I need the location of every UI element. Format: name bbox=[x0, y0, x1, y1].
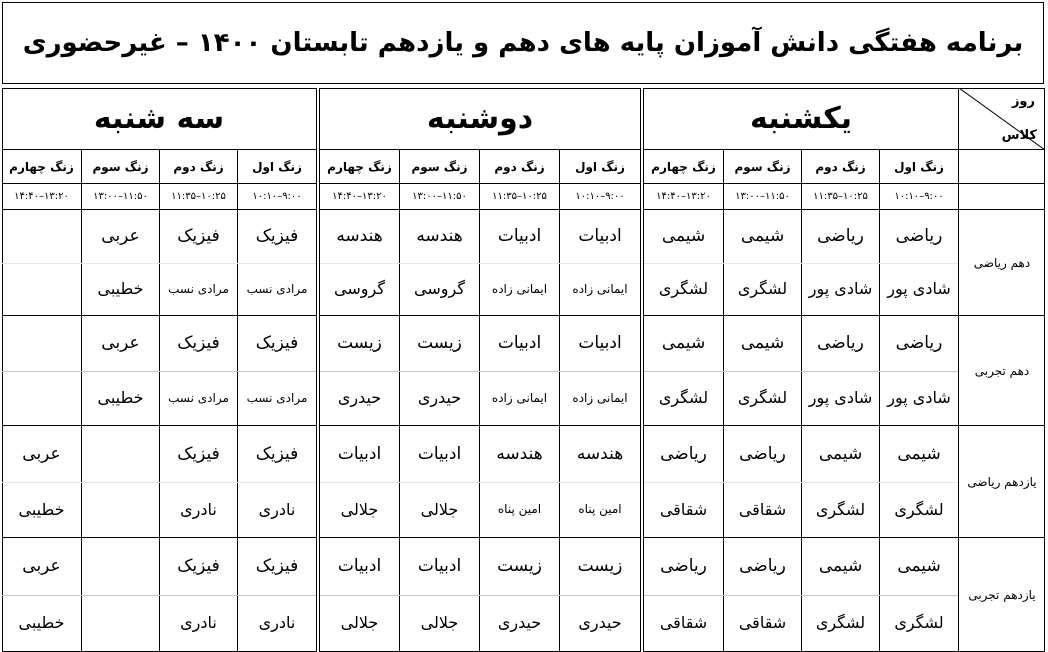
subject-name: شیمی bbox=[818, 556, 863, 577]
subject-name: زیست bbox=[497, 556, 542, 577]
bell-time: ۱۳:۲۰–۱۴:۴۰ bbox=[656, 191, 711, 202]
bell-label: زنگ دوم bbox=[173, 159, 224, 174]
bell-label-cell bbox=[238, 150, 316, 184]
bell-time: ۹:۰۰–۱۰:۱۰ bbox=[575, 191, 625, 202]
teacher-name: شقاقی bbox=[659, 613, 708, 633]
schedule-title: برنامه هفتگی دانش آموزان پایه های دهم و یازدهم تابستان ۱۴۰۰ – غیرحضوری bbox=[22, 28, 1024, 58]
bell-time: ۹:۰۰–۱۰:۱۰ bbox=[894, 191, 944, 202]
bell-label-cell bbox=[400, 150, 480, 184]
subject-name: شیمی bbox=[661, 226, 706, 247]
subject-name: هندسه bbox=[416, 226, 463, 247]
teacher-name: جلالی bbox=[420, 613, 459, 633]
teacher-name: نادری bbox=[180, 499, 217, 519]
label-col-blank bbox=[958, 150, 1045, 184]
bell-label: زنگ سوم bbox=[92, 159, 149, 174]
subject-name: فیزیک bbox=[255, 226, 299, 247]
subject-name: فیزیک bbox=[177, 556, 220, 577]
bell-time-cell bbox=[320, 184, 400, 210]
teacher-name: ایمانی زاده bbox=[491, 390, 548, 405]
subject-name: ادبیات bbox=[337, 443, 382, 464]
bell-time-cell bbox=[802, 184, 880, 210]
teacher-name: نادری bbox=[180, 613, 217, 633]
teacher-name: ایمانی زاده bbox=[572, 281, 628, 296]
subject-name: ادبیات bbox=[497, 333, 542, 354]
bell-label: زنگ چهارم bbox=[9, 159, 74, 174]
teacher-name: لشگری bbox=[658, 279, 709, 299]
teacher-name: لشگری bbox=[737, 388, 788, 408]
teacher-name: شقاقی bbox=[738, 499, 787, 519]
bell-label: زنگ اول bbox=[894, 159, 944, 174]
teacher-name: لشگری bbox=[894, 499, 944, 519]
teacher-name: امین پناه bbox=[497, 502, 542, 517]
day-separator bbox=[640, 88, 644, 652]
bell-label: زنگ اول bbox=[575, 159, 625, 174]
teacher-name: حیدری bbox=[337, 388, 382, 408]
bell-time-cell bbox=[880, 184, 958, 210]
subject-name: شیمی bbox=[818, 443, 863, 464]
teacher-name: شادی پور bbox=[808, 279, 873, 299]
subject-name: عربی bbox=[22, 556, 61, 577]
bell-time: ۱۱:۵۰–۱۳:۰۰ bbox=[735, 191, 790, 202]
subject-name: هندسه bbox=[576, 443, 624, 464]
teacher-name: خطیبی bbox=[97, 279, 144, 299]
subject-name: عربی bbox=[101, 333, 140, 354]
teacher-name: مرادی نسب bbox=[168, 281, 229, 296]
teacher-name: مرادی نسب bbox=[168, 390, 229, 405]
subject-name: زیست bbox=[577, 556, 623, 577]
bell-label: زنگ دوم bbox=[815, 159, 866, 174]
teacher-name: خطیبی bbox=[18, 613, 65, 633]
class-name: یازدهم ریاضی bbox=[967, 474, 1037, 489]
subject-name: ادبیات bbox=[337, 556, 382, 577]
bell-time-cell bbox=[82, 184, 160, 210]
teacher-name: لشگری bbox=[658, 388, 709, 408]
subject-name: ادبیات bbox=[578, 333, 622, 354]
subject-name: ریاضی bbox=[817, 226, 864, 247]
bell-label-cell bbox=[82, 150, 160, 184]
bell-label: زنگ چهارم bbox=[651, 159, 716, 174]
subject-name: فیزیک bbox=[255, 443, 299, 464]
teacher-name: نادری bbox=[258, 499, 296, 519]
subject-name: ریاضی bbox=[895, 333, 943, 354]
subject-name: شیمی bbox=[740, 333, 785, 354]
teacher-name: حیدری bbox=[578, 613, 622, 633]
teacher-name: لشگری bbox=[894, 613, 944, 633]
bell-label-cell bbox=[880, 150, 958, 184]
teacher-name: جلالی bbox=[340, 499, 379, 519]
teacher-name: لشگری bbox=[737, 279, 788, 299]
day-name: دوشنبه bbox=[426, 101, 534, 136]
bell-label-cell bbox=[724, 150, 802, 184]
subject-name: شیمی bbox=[740, 226, 785, 247]
day-name: سه شنبه bbox=[93, 101, 225, 136]
row-half-divider bbox=[2, 371, 958, 372]
bell-label-cell bbox=[320, 150, 400, 184]
bell-label-cell bbox=[480, 150, 560, 184]
bell-label: زنگ دوم bbox=[494, 159, 545, 174]
subject-name: عربی bbox=[101, 226, 140, 247]
class-label-cell bbox=[958, 316, 1045, 426]
subject-name: عربی bbox=[22, 443, 61, 464]
subject-name: ریاضی bbox=[739, 443, 786, 464]
subject-name: ادبیات bbox=[578, 226, 622, 247]
teacher-name: شقاقی bbox=[659, 499, 708, 519]
subject-name: ادبیات bbox=[417, 443, 462, 464]
subject-name: ریاضی bbox=[660, 443, 707, 464]
bell-time-cell bbox=[2, 184, 82, 210]
label-col-blank bbox=[958, 184, 1045, 210]
subject-name: فیزیک bbox=[255, 333, 299, 354]
teacher-name: نادری bbox=[258, 613, 296, 633]
bell-label-cell bbox=[160, 150, 238, 184]
bell-time: ۱۰:۲۵–۱۱:۳۵ bbox=[171, 191, 226, 202]
subject-name: زیست bbox=[337, 333, 382, 354]
subject-name: هندسه bbox=[496, 443, 543, 464]
schedule-title-box bbox=[2, 2, 1044, 84]
corner-day-label: روز bbox=[1011, 94, 1035, 109]
corner-diagonal bbox=[959, 88, 1045, 150]
bell-label: زنگ اول bbox=[252, 159, 302, 174]
bell-time-cell bbox=[160, 184, 238, 210]
bell-label-cell bbox=[560, 150, 640, 184]
teacher-name: شادی پور bbox=[887, 279, 951, 299]
teacher-name: حیدری bbox=[417, 388, 462, 408]
day-name: یکشنبه bbox=[750, 101, 852, 136]
day-separator bbox=[316, 88, 320, 652]
bell-time: ۹:۰۰–۱۰:۱۰ bbox=[252, 191, 302, 202]
bell-time-cell bbox=[238, 184, 316, 210]
subject-name: فیزیک bbox=[177, 443, 220, 464]
class-label-cell bbox=[958, 210, 1045, 316]
class-name: دهم ریاضی bbox=[973, 255, 1031, 270]
day-header bbox=[2, 88, 316, 150]
row-half-divider bbox=[2, 482, 958, 483]
bell-label-cell bbox=[802, 150, 880, 184]
bell-time: ۱۳:۲۰–۱۴:۴۰ bbox=[332, 191, 387, 202]
teacher-name: حیدری bbox=[497, 613, 542, 633]
teacher-name: مرادی نسب bbox=[246, 281, 308, 296]
day-header bbox=[644, 88, 958, 150]
subject-name: ادبیات bbox=[497, 226, 542, 247]
teacher-name: ایمانی زاده bbox=[572, 390, 628, 405]
schedule-table bbox=[2, 88, 1047, 652]
bell-time-cell bbox=[644, 184, 724, 210]
subject-name: شیمی bbox=[897, 443, 941, 464]
teacher-name: خطیبی bbox=[18, 499, 65, 519]
teacher-name: امین پناه bbox=[578, 502, 622, 517]
teacher-name: خطیبی bbox=[97, 388, 144, 408]
corner-class-label: کلاس bbox=[1001, 128, 1037, 143]
subject-name: ادبیات bbox=[417, 556, 462, 577]
bell-time: ۱۱:۵۰–۱۳:۰۰ bbox=[412, 191, 467, 202]
teacher-name: گروسی bbox=[334, 279, 385, 299]
bell-label-cell bbox=[644, 150, 724, 184]
bell-time: ۱۰:۲۵–۱۱:۳۵ bbox=[813, 191, 868, 202]
teacher-name: مرادی نسب bbox=[246, 390, 308, 405]
subject-name: شیمی bbox=[661, 333, 706, 354]
bell-label: زنگ سوم bbox=[411, 159, 468, 174]
bell-time-cell bbox=[560, 184, 640, 210]
teacher-name: جلالی bbox=[340, 613, 379, 633]
row-half-divider bbox=[2, 595, 958, 596]
row-half-divider bbox=[2, 263, 958, 264]
bell-label-cell bbox=[2, 150, 82, 184]
bell-time-cell bbox=[480, 184, 560, 210]
teacher-name: لشگری bbox=[815, 499, 866, 519]
bell-time-cell bbox=[724, 184, 802, 210]
bell-time: ۱۱:۵۰–۱۳:۰۰ bbox=[93, 191, 148, 202]
day-header bbox=[320, 88, 640, 150]
bell-label: زنگ چهارم bbox=[327, 159, 392, 174]
subject-name: ریاضی bbox=[739, 556, 786, 577]
class-name: یازدهم تجربی bbox=[968, 587, 1036, 602]
teacher-name: شقاقی bbox=[738, 613, 787, 633]
bell-time-cell bbox=[400, 184, 480, 210]
subject-name: فیزیک bbox=[255, 556, 299, 577]
subject-name: ریاضی bbox=[817, 333, 864, 354]
teacher-name: ایمانی زاده bbox=[491, 281, 548, 296]
bell-label: زنگ سوم bbox=[734, 159, 791, 174]
bell-time: ۱۰:۲۵–۱۱:۳۵ bbox=[492, 191, 547, 202]
teacher-name: لشگری bbox=[815, 613, 866, 633]
corner-header bbox=[958, 88, 1045, 150]
subject-name: هندسه bbox=[336, 226, 383, 247]
class-name: دهم تجربی bbox=[974, 363, 1030, 378]
teacher-name: گروسی bbox=[414, 279, 465, 299]
subject-name: زیست bbox=[417, 333, 462, 354]
bell-time: ۱۳:۲۰–۱۴:۴۰ bbox=[14, 191, 69, 202]
teacher-name: شادی پور bbox=[887, 388, 951, 408]
subject-name: فیزیک bbox=[177, 333, 220, 354]
teacher-name: جلالی bbox=[420, 499, 459, 519]
subject-name: فیزیک bbox=[177, 226, 220, 247]
class-label-cell bbox=[958, 426, 1045, 538]
subject-name: ریاضی bbox=[895, 226, 943, 247]
subject-name: ریاضی bbox=[660, 556, 707, 577]
teacher-name: شادی پور bbox=[808, 388, 873, 408]
subject-name: شیمی bbox=[897, 556, 941, 577]
class-label-cell bbox=[958, 538, 1045, 652]
